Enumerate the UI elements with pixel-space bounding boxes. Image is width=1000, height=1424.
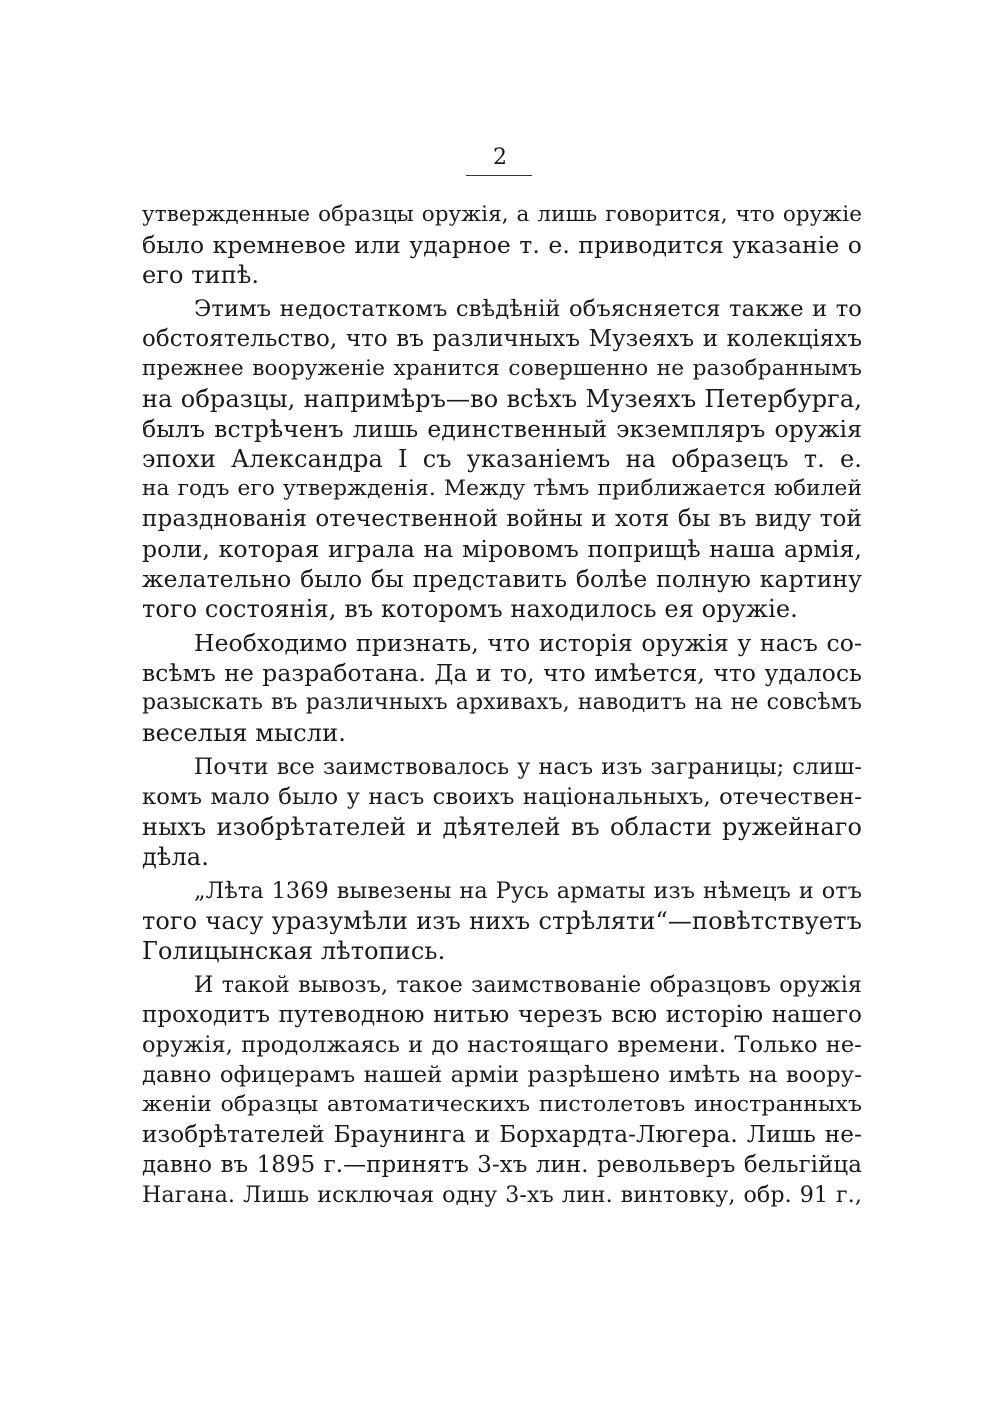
text-line: Почти все заимствовалось у насъ изъ заграницы; слиш- [194, 754, 862, 780]
paragraph-4 [142, 752, 862, 872]
paragraph-6 [142, 970, 862, 1210]
page-number-rule [466, 175, 532, 176]
text-line: было кремневое или ударное т. е. приводится указаніе о [142, 231, 862, 259]
text-line: женіи образцы автоматическихъ пистолетовъ иностранныхъ [142, 1092, 862, 1117]
text-line: на годъ его утвержденія. Между тѣмъ приближается юбилей [142, 476, 862, 501]
text-line: празднованія отечественной войны и хотя бы въ виду той [142, 506, 862, 532]
text-line: проходитъ путеводною нитью черезъ всю исторію нашего [142, 1002, 862, 1028]
paragraph-1 [142, 200, 862, 290]
text-line: эпохи Александра I съ указаніемъ на образецъ т. е. [142, 445, 862, 473]
text-line: желательно было бы представить болѣе полную картину [142, 565, 862, 593]
text-line: веселыя мысли. [142, 719, 346, 747]
text-line: разыскать въ различныхъ архивахъ, наводитъ на не совсѣмъ [142, 690, 862, 715]
text-line: его типѣ. [142, 261, 260, 289]
text-line: того часу уразумѣли изъ нихъ стрѣляти“—повѣтствуетъ [142, 907, 862, 935]
text-line: на образцы, напримѣръ—во всѣхъ Музеяхъ Петербурга, [142, 385, 862, 413]
text-line: давно въ 1895 г.—принятъ 3-хъ лин. револьверъ бельгійца [142, 1152, 862, 1178]
text-line: прежнее вооруженіе хранится совершенно не разобраннымъ [142, 356, 862, 381]
text-line: комъ мало было у насъ своихъ національныхъ, отечествен- [142, 784, 862, 810]
paragraph-2 [142, 294, 862, 624]
text-line: оружія, продолжаясь и до настоящаго времени. Только не- [142, 1032, 862, 1058]
text-line: дѣла. [142, 843, 209, 871]
text-line: роли, которая играла на міровомъ поприщѣ наша армія, [142, 535, 862, 563]
text-line: ныхъ изобрѣтателей и дѣятелей въ области ружейнаго [142, 813, 862, 841]
text-line: Голицынская лѣтопись. [142, 937, 446, 965]
text-line: Необходимо признать, что исторія оружія у насъ со- [194, 629, 862, 657]
text-line: Нагана. Лишь исключая одну 3-хъ лин. винтовку, обр. 91 г., [142, 1182, 862, 1208]
text-line: „Лѣта 1369 вывезены на Русь арматы изъ нѣмецъ и отъ [194, 878, 862, 904]
text-line: былъ встрѣченъ лишь единственный экземпляръ оружія [142, 415, 862, 443]
text-line: утвержденные образцы оружія, а лишь говорится, что оружіе [142, 202, 862, 227]
text-line: давно офицерамъ нашей арміи разрѣшено имѣть на воору- [142, 1062, 862, 1088]
body-text [142, 200, 862, 1210]
text-line: изобрѣтателей Браунинга и Борхардта-Люгера. Лишь не- [142, 1122, 862, 1148]
text-line: всѣмъ не разработана. Да и то, что имѣется, что удалось [142, 659, 862, 687]
text-line: Этимъ недостаткомъ свѣдѣній объясняется также и то [194, 296, 862, 322]
paragraph-3 [142, 628, 862, 748]
text-line: обстоятельство, что въ различныхъ Музеяхъ и колекціяхъ [142, 326, 862, 352]
paragraph-5 [142, 876, 862, 966]
text-line: того состоянія, въ которомъ находилось ея оружіе. [142, 595, 798, 623]
text-line: И такой вывозъ, такое заимствованіе образцовъ оружія [194, 972, 862, 998]
page-number: 2 [493, 145, 507, 170]
